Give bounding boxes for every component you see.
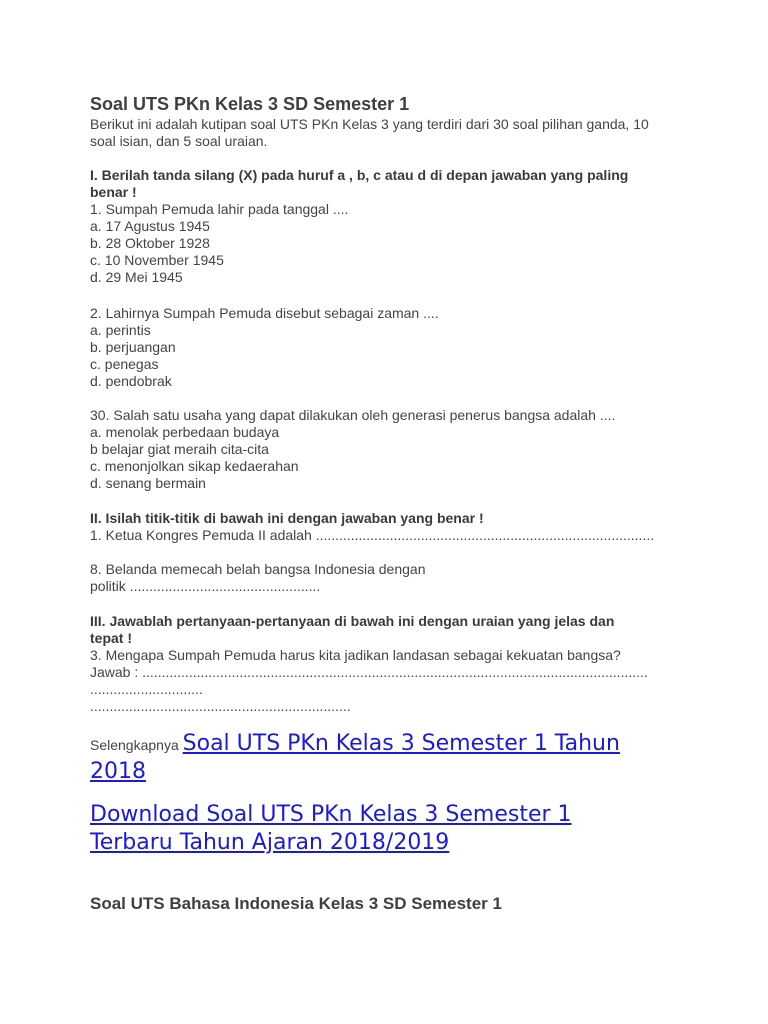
section-2-heading: II. Isilah titik-titik di bawah ini dengan jawaban yang benar ! — [90, 510, 484, 526]
fill-question-8-block — [90, 561, 425, 595]
essay-question-3: 3. Mengapa Sumpah Pemuda harus kita jadikan landasan sebagai kekuatan bangsa? — [90, 647, 621, 663]
option: b belajar giat meraih cita-cita — [90, 441, 269, 457]
section-2 — [90, 510, 690, 544]
intro-paragraph — [90, 116, 649, 150]
intro-line: Berikut ini adalah kutipan soal UTS PKn Kelas 3 yang terdiri dari 30 soal pilihan ganda, 10 — [90, 116, 649, 132]
download-link-text: Terbaru Tahun Ajaran 2018/2019 — [90, 830, 450, 855]
download-link-text: Download Soal UTS PKn Kelas 3 Semester 1 — [90, 802, 572, 827]
section-1-heading: I. Berilah tanda silang (X) pada huruf a , b, c atau d di depan jawaban yang paling — [90, 167, 629, 183]
question-30: 30. Salah satu usaha yang dapat dilakukan oleh generasi penerus bangsa adalah .... — [90, 407, 616, 423]
fill-question-8: 8. Belanda memecah belah bangsa Indonesia dengan — [90, 561, 426, 577]
question-30-block — [90, 407, 615, 492]
option: a. perintis — [90, 322, 151, 338]
option: c. menonjolkan sikap kedaerahan — [90, 458, 299, 474]
fill-question-1: 1. Ketua Kongres Pemuda II adalah ....................................................................................... — [90, 527, 655, 543]
read-more-link-text: 2018 — [90, 759, 146, 784]
section-3-heading: III. Jawablah pertanyaan-pertanyaan di bawah ini dengan uraian yang jelas dan — [90, 613, 615, 629]
option: a. menolak perbedaan budaya — [90, 424, 280, 440]
option: d. pendobrak — [90, 373, 172, 389]
option: c. penegas — [90, 356, 159, 372]
option: d. senang bermain — [90, 475, 206, 491]
read-more — [90, 730, 710, 786]
option: a. 17 Agustus 1945 — [90, 218, 210, 234]
answer-line: ............................. — [90, 681, 203, 697]
option: c. 10 November 1945 — [90, 252, 224, 268]
read-more-link-text: Soal UTS PKn Kelas 3 Semester 1 Tahun — [182, 731, 620, 756]
intro-line: soal isian, dan 5 soal uraian. — [90, 133, 268, 149]
download-link[interactable] — [90, 802, 572, 855]
download-block — [90, 801, 710, 857]
option: b. perjuangan — [90, 339, 176, 355]
question-2-block — [90, 305, 439, 390]
question-1: 1. Sumpah Pemuda lahir pada tanggal .... — [90, 201, 349, 217]
page-title: Soal UTS PKn Kelas 3 SD Semester 1 — [90, 94, 410, 114]
fill-question-8: politik ................................................. — [90, 578, 321, 594]
read-more-label: Selengkapnya — [90, 737, 183, 753]
answer-line: ................................................................... — [90, 698, 351, 714]
question-2: 2. Lahirnya Sumpah Pemuda disebut sebagai zaman .... — [90, 305, 439, 321]
answer-line: Jawab : .................................................................................................................................. — [90, 664, 648, 680]
section-3-heading: tepat ! — [90, 630, 132, 646]
section-1-heading: benar ! — [90, 184, 137, 200]
section-1 — [90, 167, 628, 286]
section-3 — [90, 613, 690, 715]
option: b. 28 Oktober 1928 — [90, 235, 210, 251]
option: d. 29 Mei 1945 — [90, 269, 183, 285]
next-section-title: Soal UTS Bahasa Indonesia Kelas 3 SD Semester 1 — [90, 894, 502, 913]
